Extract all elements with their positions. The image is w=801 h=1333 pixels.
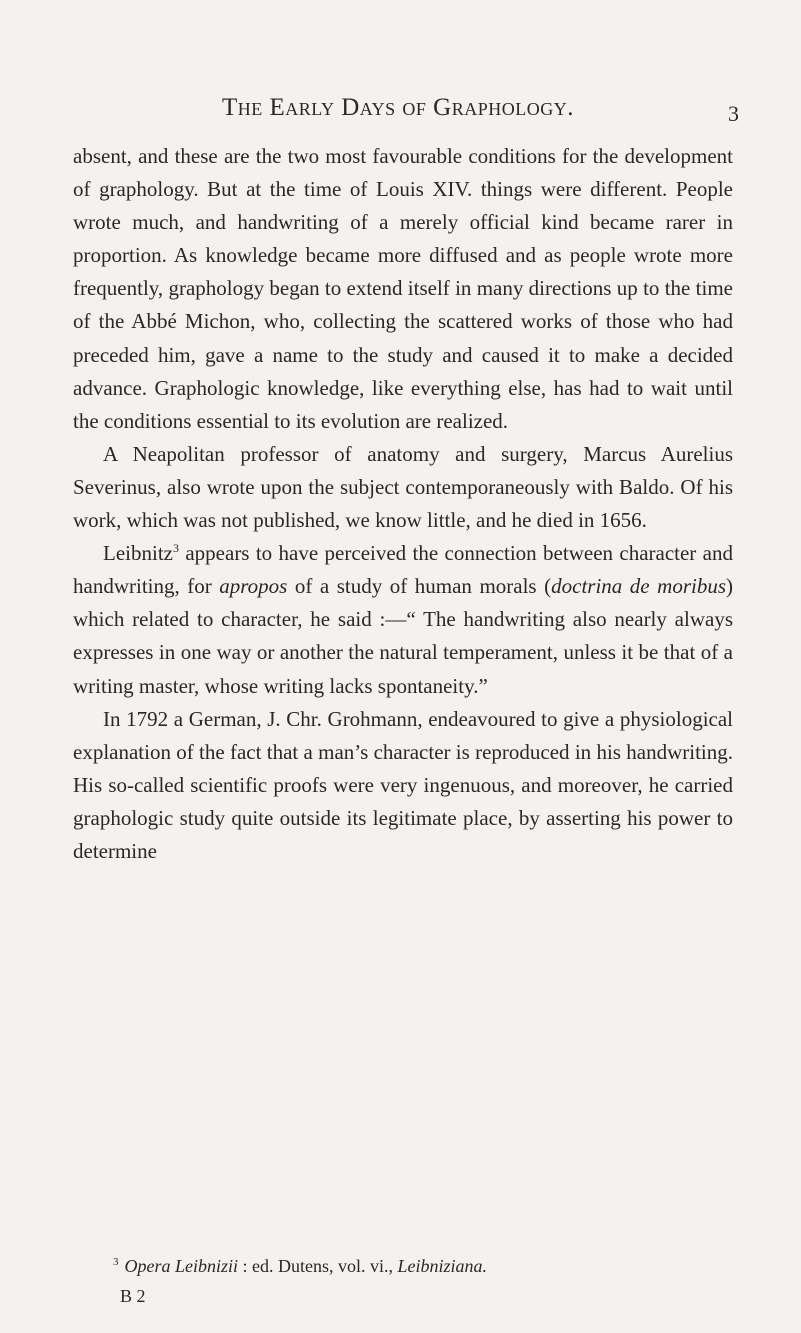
footnote-middle: : ed. Dutens, vol. vi., xyxy=(238,1256,398,1276)
footnote-title: Opera Leibnizii xyxy=(124,1256,239,1276)
paragraph-1: absent, and these are the two most favourable conditions for the development of graphology. But at the time of Louis XIV. things were different. People wrote much, and handwriting of a merely official kind became rarer in proportion. As knowledge became more diffused and as people wrote more frequently, graphology began to extend itself in many directions up to the time of the Abbé Michon, who, collecting the scattered works of those who had preceded him, gave a name to the study and caused it to make a decided advance. Graphologic knowledge, like everything else, has had to wait until the conditions essential to its evolution are realized. xyxy=(73,144,733,433)
footnote xyxy=(73,1253,733,1279)
paragraph-3-text-a: appears to have perceived the connection between character and handwriting, for xyxy=(73,541,733,599)
footnote-mark: 3 xyxy=(113,1256,119,1268)
page-number: 3 xyxy=(728,101,739,126)
running-head xyxy=(0,92,801,124)
apropos-italic: apropos xyxy=(219,574,288,599)
footnote-work: Leibniziana. xyxy=(397,1256,488,1276)
paragraph-3-text-c: ) which related to character, he said :—“ The handwriting also nearly always expresses in one way or another the natural temperament, unless it be that of a writing master, whose writing lacks spontaneity.” xyxy=(73,574,733,698)
leibnitz-word: Leibnitz xyxy=(103,541,173,566)
signature-mark: B 2 xyxy=(120,1286,146,1306)
footnote-reference: 3 xyxy=(172,541,179,556)
doctrina-italic: doctrina de moribus xyxy=(551,574,726,599)
body-text xyxy=(73,140,733,868)
paragraph-3 xyxy=(73,537,733,702)
running-title: The Early Days of Graphology. xyxy=(222,94,574,121)
paragraph-4: In 1792 a German, J. Chr. Grohmann, endeavoured to give a physiological explanation of the fact that a man’s character is reproduced in his handwriting. His so-called scientific proofs were very ingenuous, and moreover, he carried graphologic study quite outside its legitimate place, by asserting his power to determine xyxy=(73,706,733,863)
paragraph-2: A Neapolitan professor of anatomy and surgery, Marcus Aurelius Severinus, also wrote upon the subject contemporaneously with Baldo. Of his work, which was not published, we know little, and he died in 1656. xyxy=(73,441,733,533)
paragraph-3-text-b: of a study of human morals ( xyxy=(287,574,552,599)
